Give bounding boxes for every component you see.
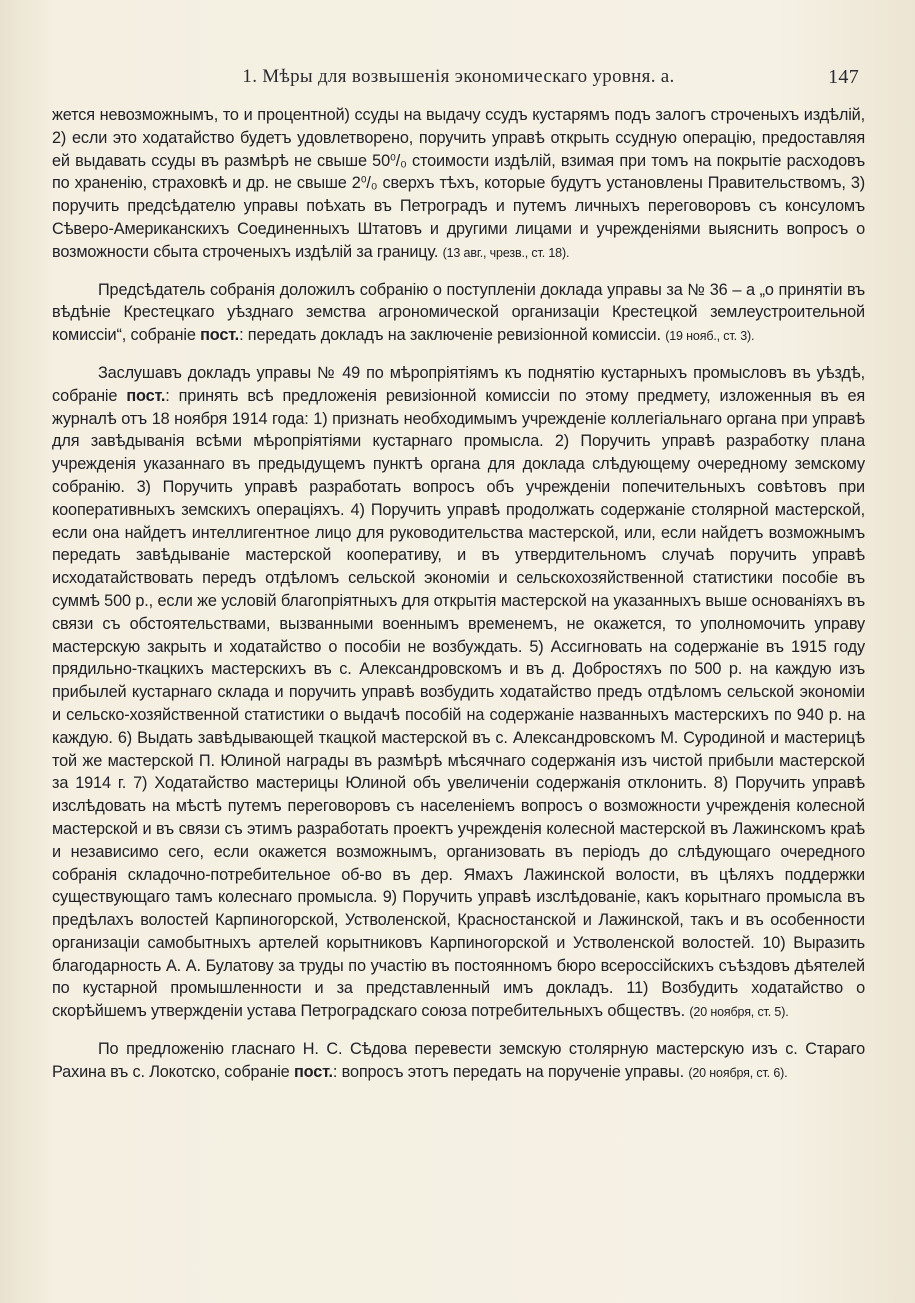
paragraph-text: Предсѣдатель собранія доложилъ собранію о поступленіи доклада управы за № 36 – а „о принятіи въ вѣдѣніе Крестецкаго уѣзднаго земства агрономической организаціи Крестецкой землеустроительной комиссіи“, собраніе (52, 280, 865, 345)
paragraph-text: : передать докладъ на заключеніе ревизіонной комиссіи. (239, 326, 661, 345)
running-head (52, 66, 865, 96)
resolution-marker: пост. (126, 386, 166, 405)
body-text (52, 104, 865, 1085)
paragraph-report-49 (52, 362, 865, 1024)
resolution-marker: пост. (200, 326, 240, 345)
paragraph-text: Заслушавъ докладъ управы № 49 по мѣропріятіямъ къ поднятію кустарныхъ промысловъ въ уѣздѣ, собраніе (52, 363, 865, 405)
citation-ref: (20 ноября, ст. 5). (689, 1005, 789, 1020)
paragraph-text: жется невозможнымъ, то и процентной) ссуды на выдачу ссудъ кустарямъ подъ залогъ строченыхъ издѣлій, 2) если это ходатайство будетъ удовлетворено, поручить управѣ открыть ссудную операцію, предоставляя ей выдавать ссуды въ размѣрѣ не свыше 50⁰/₀ стоимости издѣлій, взимая при томъ на покрытіе расходовъ по храненію, страховкѣ и др. не свыше 2⁰/₀ сверхъ тѣхъ, которые будутъ установлены Правительствомъ, 3) поручить предсѣдателю управы поѣхать въ Петроградъ и путемъ личныхъ переговоровъ съ консуломъ Сѣверо-Американскихъ Соединенныхъ Штатовъ и другими лицами и учрежденіями выяснить вопросъ о возможности сбыта строченыхъ издѣлій за границу. (52, 106, 865, 261)
paragraph-text: : вопросъ этотъ передать на порученіе управы. (332, 1062, 684, 1081)
paragraph-report-36 (52, 279, 865, 348)
citation-ref: (13 авг., чрезв., ст. 18). (442, 245, 570, 260)
paragraph-text: По предложенію гласнаго Н. С. Сѣдова перевести земскую столярную мастерскую изъ с. Стараго Рахина въ с. Локотско, собраніе (52, 1040, 865, 1081)
paragraph-sedov-proposal (52, 1038, 865, 1085)
resolution-marker: пост. (293, 1062, 333, 1081)
paragraph-text: : принять всѣ предложенія ревизіонной комиссіи по этому предмету, изложенныя въ ея журналѣ отъ 18 ноября 1914 года: 1) признать необходимымъ учрежденіе коллегіальнаго органа при управѣ для завѣдыванія всѣми мѣропріятіями кустарнаго промысла. 2) Поручить управѣ разработку плана учрежденія указаннаго въ предыдущемъ пунктѣ органа для доклада слѣдующему очередному земскому собранію. 3) Поручить управѣ разработать вопросъ объ учрежденіи попечительныхъ совѣтовъ при кооперативныхъ земскихъ операціяхъ. 4) Поручить управѣ продолжать содержаніе столярной мастерской, если она найдетъ интеллигентное лицо для руководительства мастерской, или, если найдетъ возможнымъ передать завѣдываніе мастерской кооперативу, и въ утвердительномъ случаѣ поручить управѣ исходатайствовать передъ отдѣломъ сельской экономіи и сельскохозяйственной статистики пособіе въ суммѣ 500 р., если же условій благопріятныхъ для открытія мастерской на указанныхъ выше основаніяхъ въ связи съ обстоятельствами, вызванными военнымъ временемъ, не окажется, то уполномочить управу мастерскую закрыть и ходатайство о пособіи не возбуждать. 5) Ассигновать на содержаніе въ 1915 году прядильно-ткацкихъ мастерскихъ въ с. Александровскомъ и въ д. Добростяхъ по 500 р. на каждую изъ прибылей кустарнаго склада и поручить управѣ возбудить ходатайство предъ отдѣломъ сельской экономіи и сельско-хозяйственной статистики о выдачѣ пособій на содержаніе названныхъ мастерскихъ по 940 р. на каждую. 6) Выдать завѣдывающей ткацкой мастерской въ с. Александровскомъ М. Суродиной и мастерицѣ той же мастерской П. Юлиной награды въ размѣрѣ мѣсячнаго содержанія изъ чистой прибыли мастерской за 1914 г. 7) Ходатайство мастерицы Юлиной объ увеличеніи содержанія отклонить. 8) Поручить управѣ изслѣдовать на мѣстѣ путемъ переговоровъ съ населеніемъ вопросъ о возможности учрежденія колесной мастерской и въ связи съ этимъ разработать проектъ учрежденія колесной мастерской въ Лажинскомъ краѣ и независимо сего, если окажется возможнымъ, организовать въ періодъ до слѣдующаго очередного собранія складочно-потребительное об-во въ дер. Ямахъ Лажинской волости, въ цѣляхъ поддержки существующаго тамъ колеснаго промысла. 9) Поручить управѣ изслѣдованіе, какъ корытнаго промысла въ предѣлахъ волостей Карпиногорской, Устволенской, Красностанской и Лажинской, такъ и въ особенности организаціи самобытныхъ артелей корытниковъ Карпиногорской и Устволенской волостей. 10) Выразить благодарность А. А. Булатову за труды по участію въ постоянномъ бюро всероссійскихъ съѣздовъ дѣятелей по кустарной промышленности и за представленный имъ докладъ. 11) Возбудить ходатайство о скорѣйшемъ утвержденіи устава Петроградскаго союза потребительныхъ обществъ. (52, 386, 866, 1021)
citation-ref: (20 ноября, ст. 6). (688, 1065, 788, 1080)
page-number: 147 (828, 66, 859, 88)
paragraph-continuation (52, 104, 865, 265)
citation-ref: (19 нояб., ст. 3). (665, 329, 755, 344)
running-title: 1. Мѣры для возвышенія экономическаго уровня. а. (242, 66, 675, 87)
